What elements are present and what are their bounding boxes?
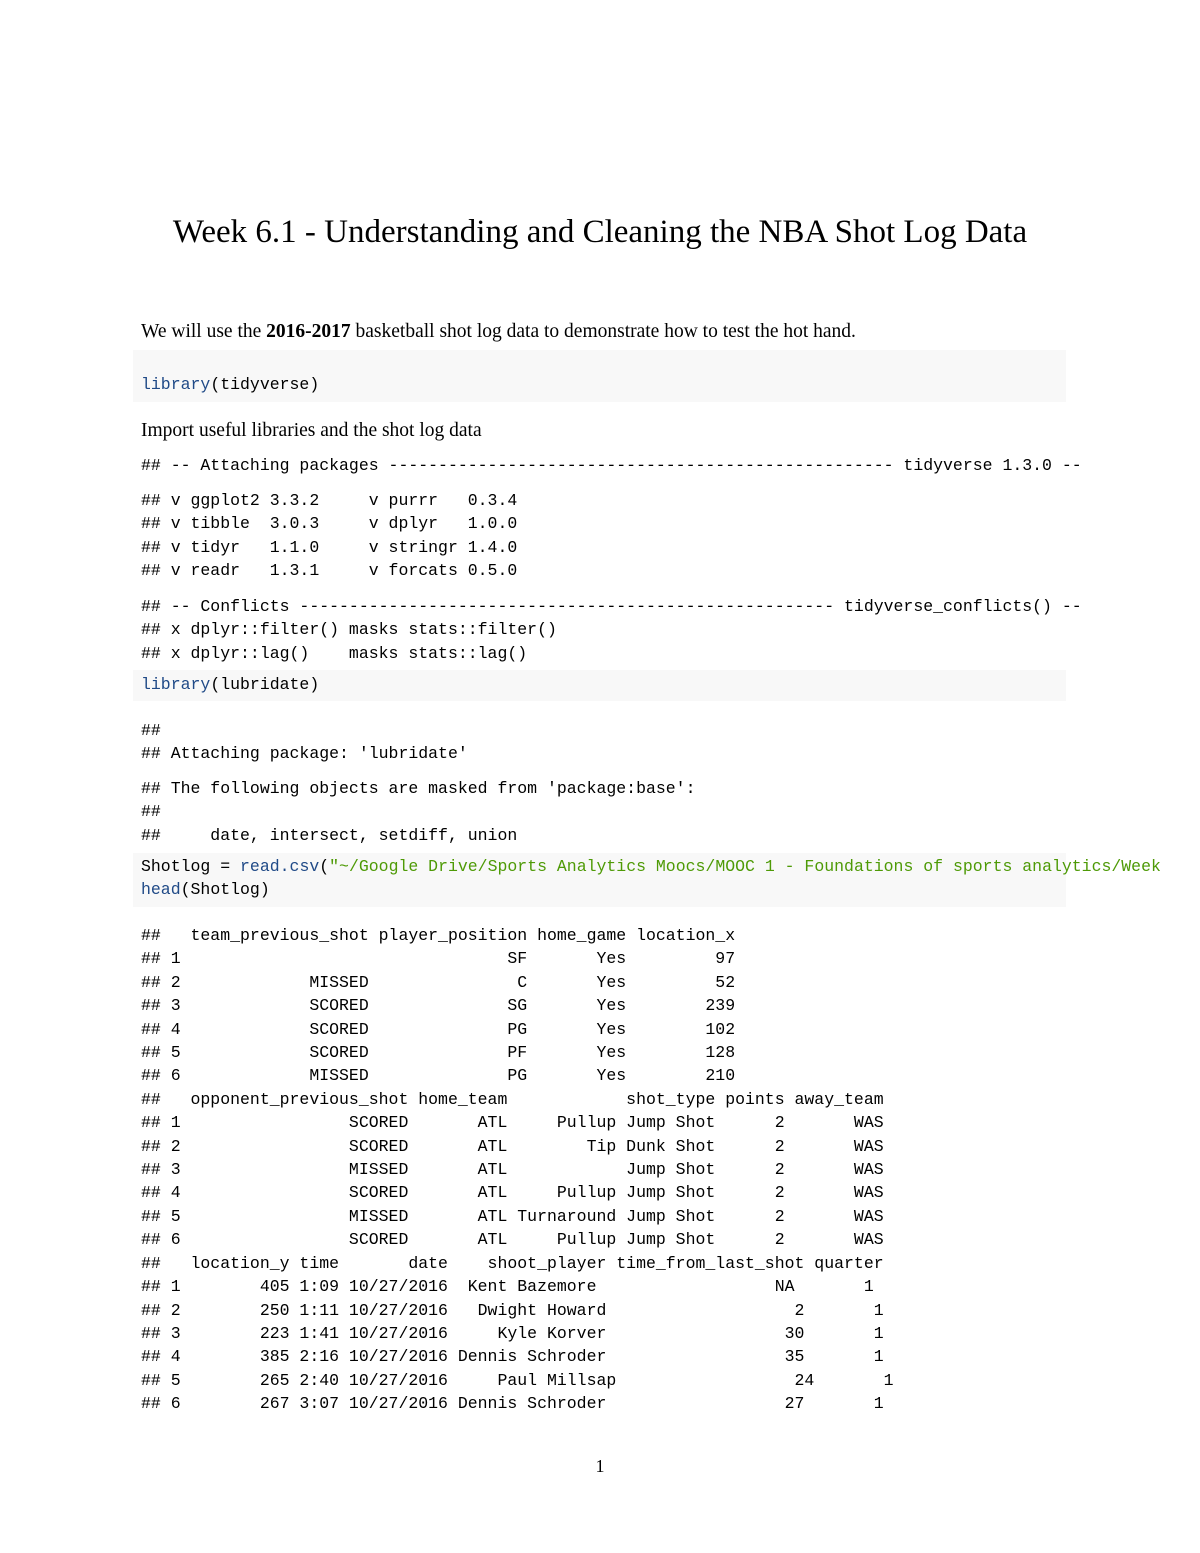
function-read-csv: read.csv xyxy=(240,857,320,876)
code-args: (lubridate) xyxy=(210,675,320,694)
code-chunk-read-csv xyxy=(141,855,1161,902)
code-args: (Shotlog) xyxy=(180,880,270,900)
code-chunk-library-tidyverse xyxy=(141,373,319,396)
code-chunk-library-lubridate xyxy=(141,673,319,696)
document-title: Week 6.1 - Understanding and Cleaning the NBA Shot Log Data xyxy=(172,214,1028,250)
intro-text-before: We will use the xyxy=(141,321,267,342)
section-heading: Import useful libraries and the shot log data xyxy=(141,420,482,441)
intro-bold-year: 2016-2017 xyxy=(266,321,351,342)
code-operator: = xyxy=(220,857,231,876)
page-number: 1 xyxy=(595,1456,605,1476)
output-shotlog-head: ## team_previous_shot player_position home_game location_x ## 1 SF Yes 97 ## 2 MISSED C Yes 52 ## 3 SCORED SG Yes 239 ## 4 SCORED PG Yes 102 ## 5 SCORED PF Yes 128 ## 6 MISSED PG Yes 210 ## opponent_previous_shot home_team shot_type points away_team ## 1 SCORED ATL Pullup Jump Shot 2 WAS ## 2 SCORED ATL Tip Dunk Shot 2 WAS ## 3 MISSED ATL Jump Shot 2 WAS ## 4 SCORED ATL Pullup Jump Shot 2 WAS ## 5 MISSED ATL Turnaround Jump Shot 2 WAS ## 6 SCORED ATL Pullup Jump Shot 2 WAS ## location_y time date shoot_player time_from_last_shot quarter ## 1 405 1:09 10/27/2016 Kent Bazemore NA 1 ## 2 250 1:11 10/27/2016 Dwight Howard 2 1 ## 3 223 1:41 10/27/2016 Kyle Korver 30 1 ## 4 385 2:16 10/27/2016 Dennis Schroder 35 1 ## 5 265 2:40 10/27/2016 Paul Millsap 24 1 ## 6 267 3:07 10/27/2016 Dennis Schroder 27 1 xyxy=(141,926,894,1414)
output-attaching-lubridate: ## ## Attaching package: 'lubridate' xyxy=(141,721,468,764)
code-variable: Shotlog xyxy=(141,857,221,876)
function-library: library xyxy=(141,675,211,694)
output-attaching-packages-header: ## -- Attaching packages --------------------------------------------------- tidyverse 1.3.0 -- xyxy=(141,456,1082,475)
code-space xyxy=(230,857,240,876)
code-paren: ( xyxy=(319,857,330,876)
intro-text-after: basketball shot log data to demonstrate how to test the hot hand. xyxy=(350,321,856,342)
code-string-path: "~/Google Drive/Sports Analytics Moocs/MOOC 1 - Foundations of sports analytics/Week xyxy=(329,857,1161,876)
function-library: library xyxy=(141,375,211,394)
output-package-versions: ## v ggplot2 3.3.2 v purrr 0.3.4 ## v tibble 3.0.3 v dplyr 1.0.0 ## v tidyr 1.1.0 v stringr 1.4.0 ## v readr 1.3.1 v forcats 0.5.0 xyxy=(141,491,518,581)
intro-paragraph xyxy=(141,318,856,346)
code-args: (tidyverse) xyxy=(210,375,320,394)
output-conflicts: ## -- Conflicts ------------------------------------------------------ tidyverse_conflicts() -- ## x dplyr::filter() masks stats::filter() ## x dplyr::lag() masks stats::lag() xyxy=(141,597,1082,663)
output-masked-objects: ## The following objects are masked from 'package:base': ## ## date, intersect, setdiff, union xyxy=(141,779,696,845)
function-head: head xyxy=(141,880,181,900)
